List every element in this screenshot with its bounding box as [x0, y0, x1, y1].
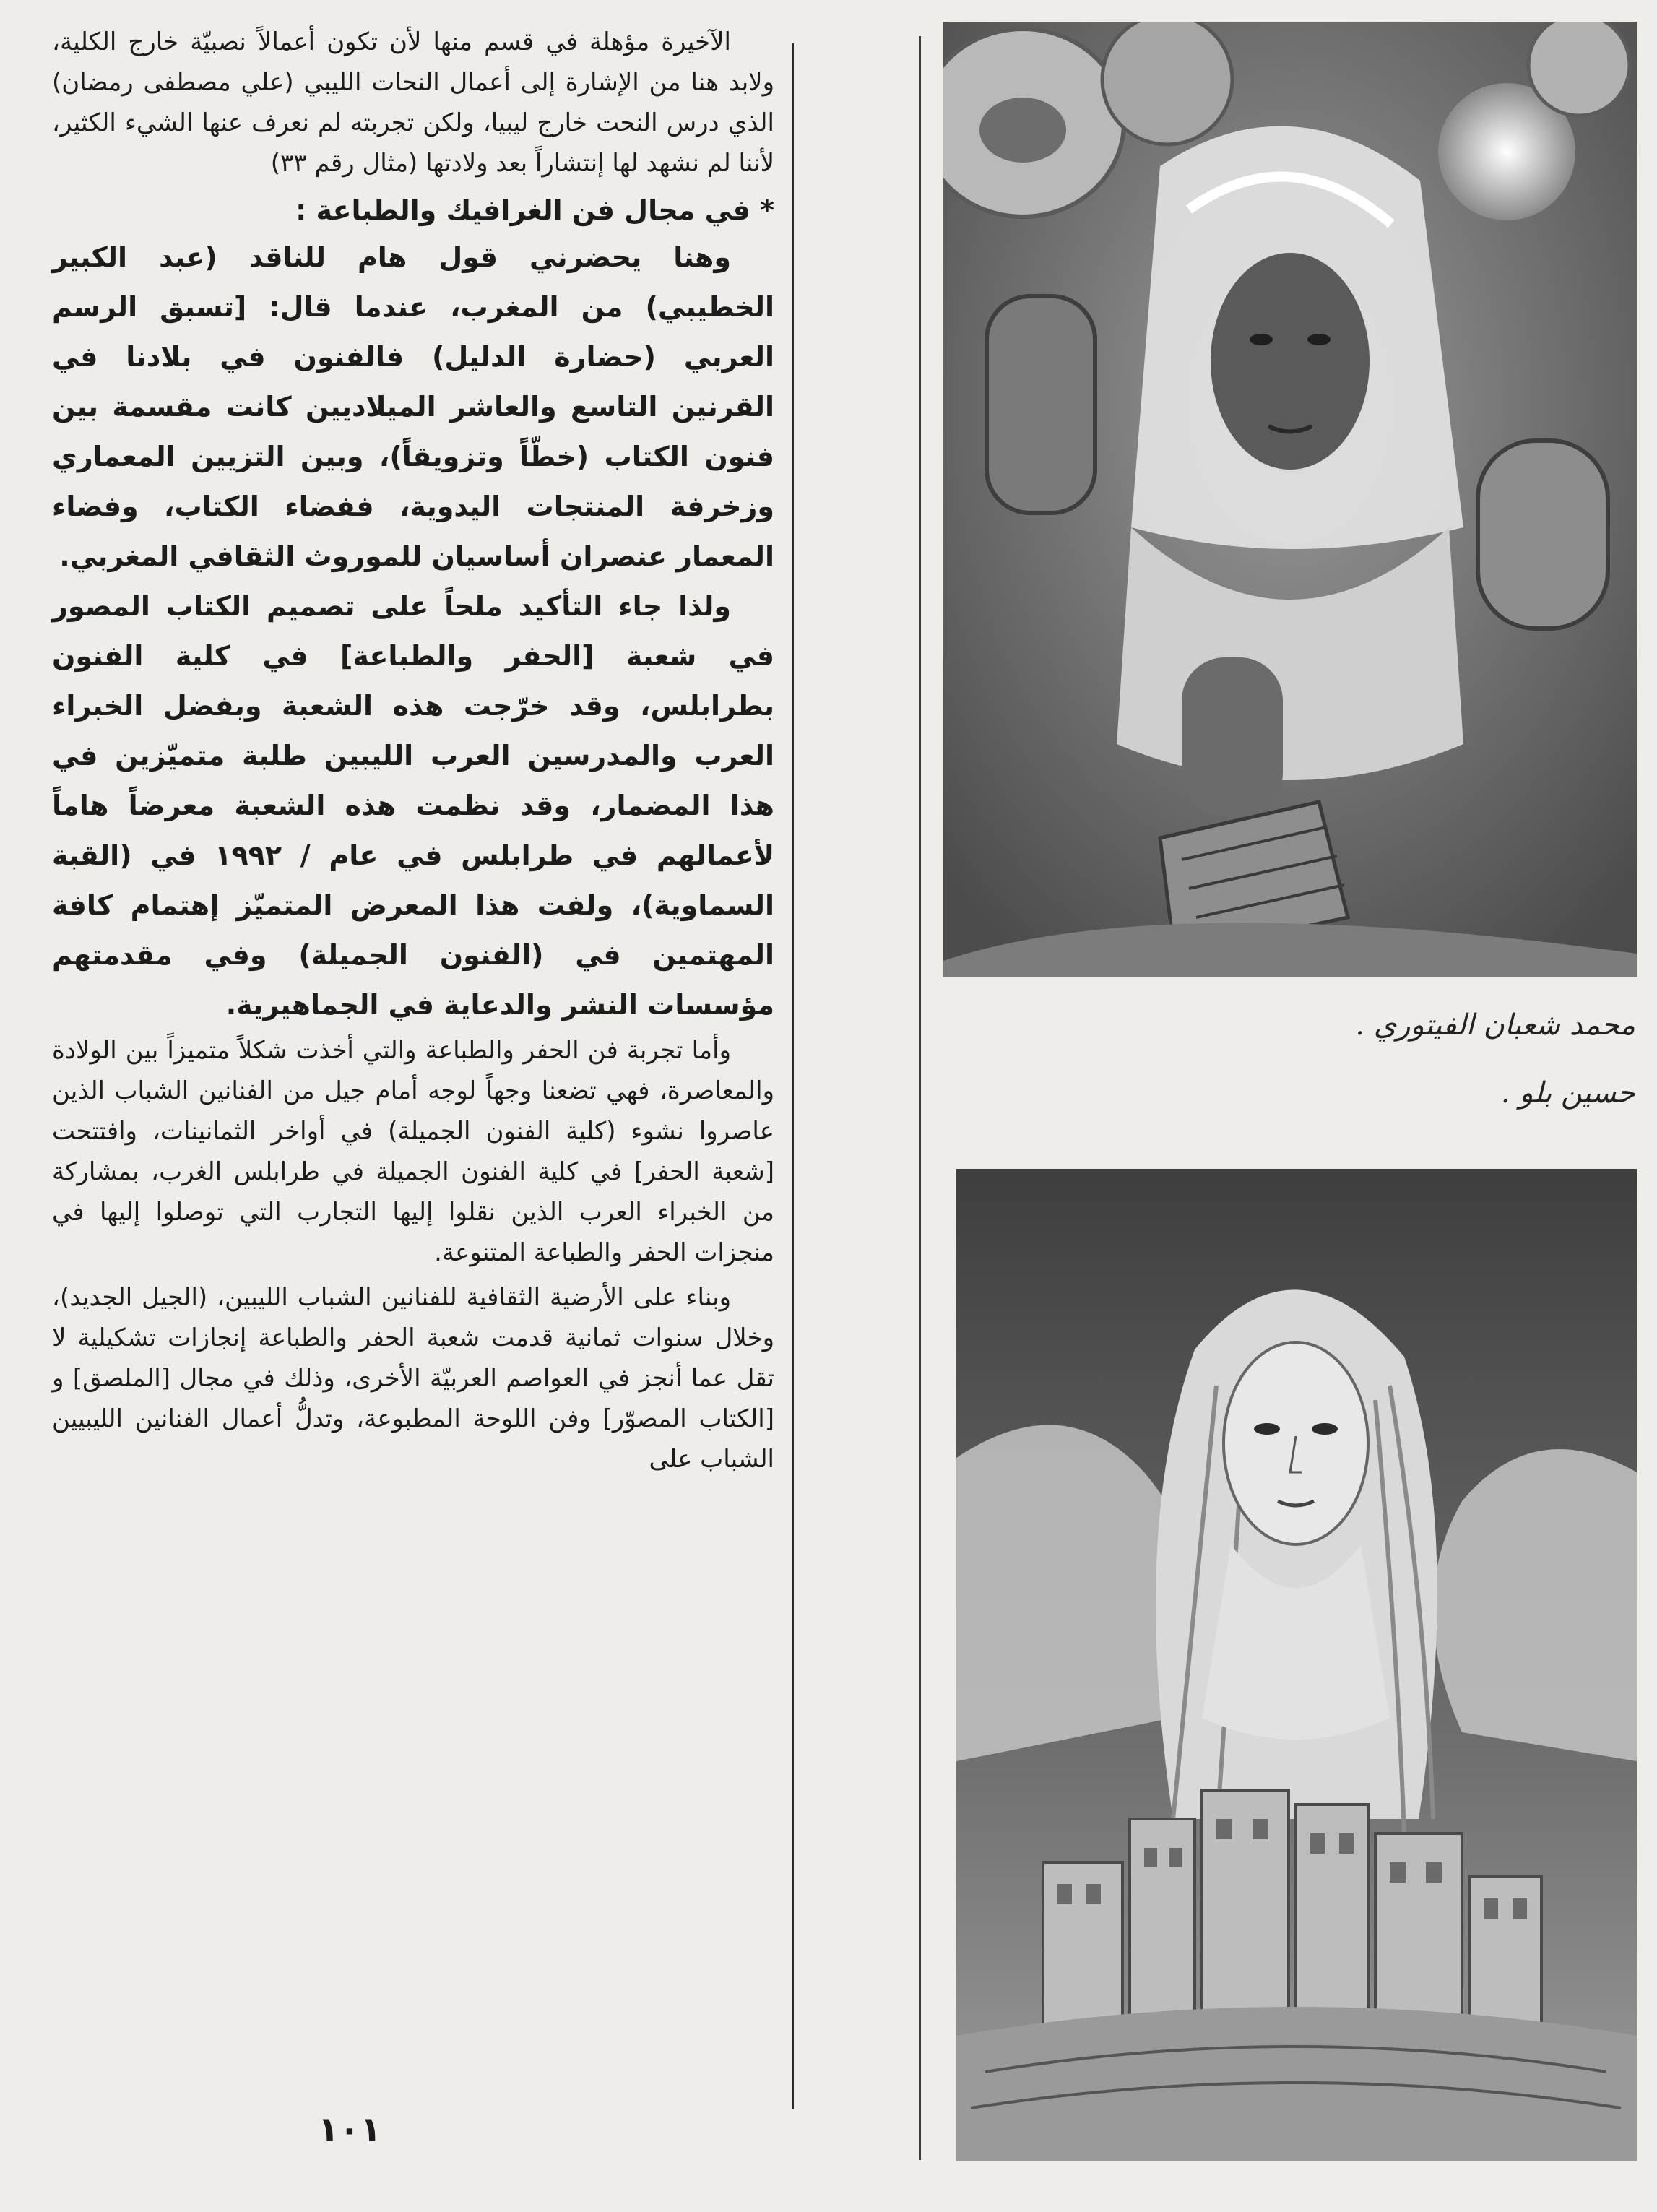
paragraph-quote-khatibi: وهنا يحضرني قول هام للناقد (عبد الكبير الخطيبي) من المغرب، عندما قال: [تسبق الرسم العربي (حضارة الدليل) فالفنون في بلادنا في القرنين التاسع والعاشر الميلاديين كانت مقسمة بين فنون الكتاب (خطّاً وتزويقاً)، وبين التزيين المعماري وزخرفة المنتجات اليدوية، ففضاء الكتاب، وفضاء المعمار عنصران أساسيان للموروث الثقافي المغربي. — [52, 241, 774, 572]
caption-artist-2: حسين بلو . — [1500, 1076, 1635, 1110]
paragraph-illustrated-book: ولذا جاء التأكيد ملحاً على تصميم الكتاب المصور في شعبة [الحفر والطباعة] في كلية الفنون بطرابلس، وقد خرّجت هذه الشعبة وبفضل الخبراء العرب والمدرسين العرب الليبين طلبة متميّزين في هذا المضمار، وقد نظمت هذه الشعبة معرضاً هاماً لأعمالهم في طرابلس في عام / ١٩٩٢ في (القبة السماوية)، ولفت هذا المعرض المتميّز إهتمام كافة المهتمين في (الفنون الجميلة) وفي مقدمتهم مؤسسات النشر والدعاية في الجماهيرية. — [52, 590, 774, 1021]
image-column-divider — [919, 36, 921, 2160]
painting-woman-city — [956, 1169, 1637, 2161]
painting-portrait-headdress — [943, 22, 1637, 977]
column-divider — [792, 43, 794, 2109]
paragraph-sculpture: الآخيرة مؤهلة في قسم منها لأن تكون أعمالاً نصبيّة خارج الكلية، ولابد هنا من الإشارة إلى أعمال النحات الليبي (علي مصطفى رمضان) الذي درس النحت خارج ليبيا، ولكن تجربته لم نعرف عنها الشيء الكثير، لأننا لم نشهد لها إنتشاراً بعد ولادتها (مثال رقم ٣٣) — [52, 27, 774, 178]
caption-artist-1: محمد شعبان الفيتوري . — [1355, 1008, 1635, 1042]
article-column — [52, 22, 774, 1484]
page-number: ١٠١ — [318, 2109, 381, 2150]
paragraph-printmaking: وأما تجربة فن الحفر والطباعة والتي أخذت شكلاً متميزاً بين الولادة والمعاصرة، فهي تضعنا وجهاً لوجه أمام جيل من الفنانين الشباب الذين عاصروا نشوء (كلية الفنون الجميلة) في أواخر الثمانينات، وافتتحت [شعبة الحفر] في كلية الفنون الجميلة في طرابلس الغرب، بمشاركة من الخبراء العرب الذين نقلوا إليها التجارب التي توصلوا إليها في منجزات الحفر والطباعة المتنوعة. — [52, 1036, 774, 1267]
paragraph-new-generation: وبناء على الأرضية الثقافية للفنانين الشباب الليبين، (الجيل الجديد)، وخلال سنوات ثمانية قدمت شعبة الحفر والطباعة إنجازات تشكيلية لا تقل عما أنجز في العواصم العربيّة الأخرى، وذلك في مجال [الملصق] و [الكتاب المصوّر] وفن اللوحة المطبوعة، وتدلُّ أعمال الفنانين الليبيين الشباب على — [52, 1283, 774, 1474]
section-heading-graphics: * في مجال فن الغرافيك والطباعة : — [295, 194, 774, 226]
